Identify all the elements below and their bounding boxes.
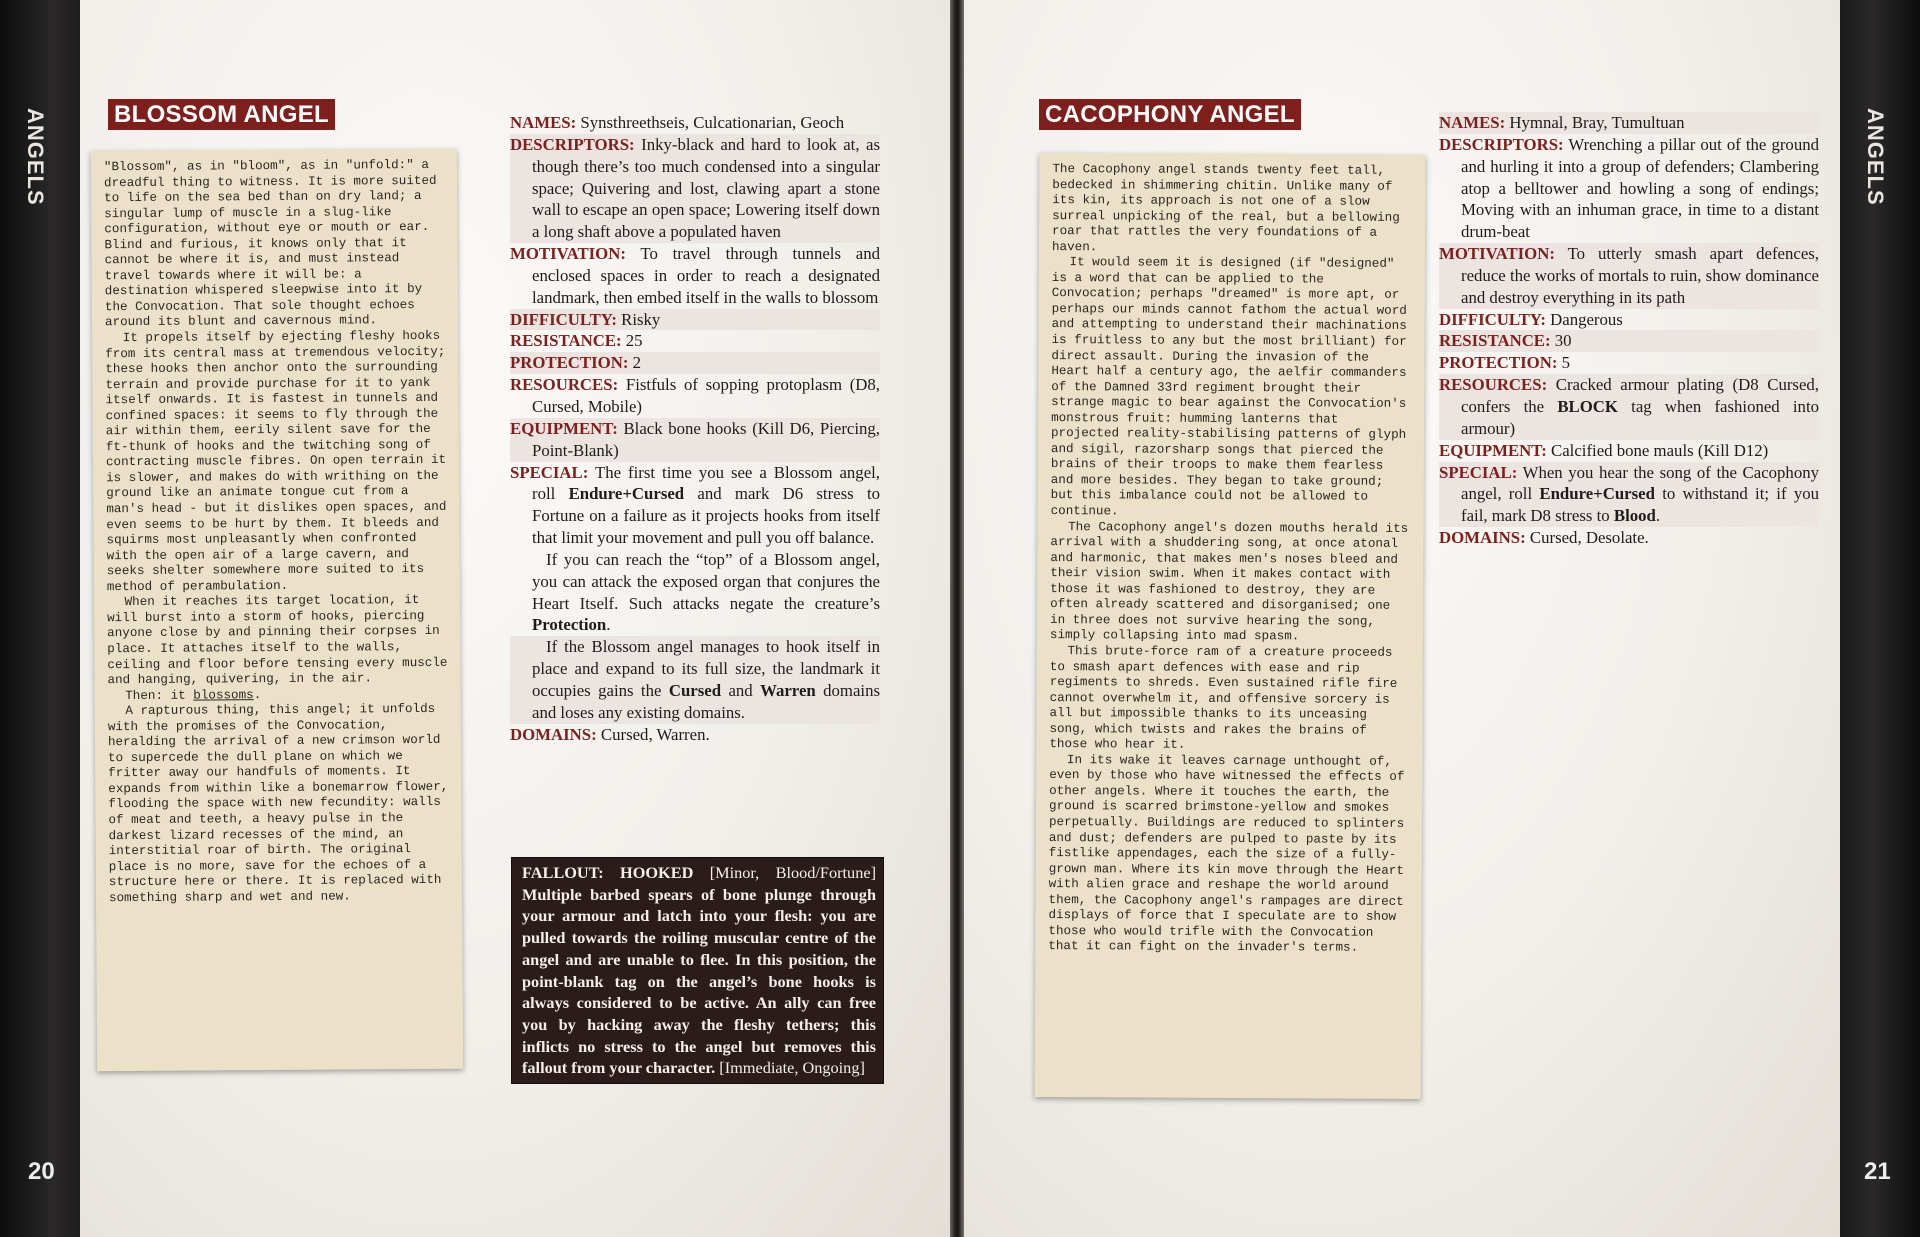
fallout-body: Multiple barbed spears of bone plunge through your armour and latch into your flesh: you are pulled towards the roiling muscular centre of the angel and are unable to flee. In this position, the point-blank tag on the angel’s bone hooks is always considered to be active. An ally can free you by hacking away the fleshy tethers; this inflicts no stress to the angel but removes this fallout from your character. [522, 884, 876, 1078]
stat-value-bold: BLOCK [1557, 396, 1618, 416]
stat-resources [510, 374, 880, 418]
lore-paragraph: A rapturous thing, this angel; it unfolds with the promises of the Convocation, heralding the arrival of a new crimson world to supercede the dull plane on which we fritter away our handfuls of moments. It expands from within like a bonemarrow flower, flooding the space with new fecundity: walls of meat and teeth, a heavy pulse in the darkest lizard recesses of the mind, an interstitial roar of birth. The original place is no more, save for the echoes of a structure here or there. It is replaced with something sharp and wet and new. [107, 702, 449, 905]
stat-value: to withstand it; if you fail, mark D8 stress to [1461, 484, 1819, 526]
stat-label: SPECIAL: [1439, 462, 1518, 482]
stat-protection [510, 352, 880, 374]
stat-resistance [510, 330, 880, 352]
stat-value-bold: Cursed [668, 680, 722, 700]
fallout-tags: [Minor, Blood/Fortune] [693, 863, 876, 882]
stat-label: MOTIVATION: [510, 244, 626, 264]
stat-value: If the Blossom angel manages to hook itself in place and expand to its full size, the landmark it occupies gains the [532, 637, 880, 700]
stat-difficulty [510, 309, 880, 331]
page-number-right: 21 [1864, 1158, 1891, 1185]
fallout-end-tags: [Immediate, Ongoing] [715, 1058, 865, 1078]
cacophony-angel-title: CACOPHONY ANGEL [1039, 99, 1301, 130]
stat-special [1439, 462, 1819, 528]
cacophony-angel-stat-block [1439, 112, 1819, 549]
stat-value: domains and loses any existing domains. [532, 680, 881, 722]
stat-label: MOTIVATION: [1439, 244, 1555, 264]
stat-label: RESISTANCE: [510, 331, 622, 351]
stat-label: DIFFICULTY: [1439, 309, 1546, 329]
page-number-left: 20 [28, 1158, 55, 1185]
stat-value: and mark D6 stress to Fortune on a failure as it projects hooks from itself that limit your movement and pull you off balance. [532, 484, 881, 548]
stat-value: Synsthreethseis, Culcationarian, Geoch [576, 113, 845, 132]
blossom-angel-title: BLOSSOM ANGEL [108, 99, 335, 130]
stat-value: . [606, 615, 611, 635]
stat-value: When you hear the song of the Cacophony angel, roll [1461, 462, 1819, 504]
page-left [80, 0, 950, 1237]
stat-label: DESCRIPTORS: [510, 134, 635, 154]
stat-value: Risky [616, 309, 661, 329]
stat-motivation [510, 243, 880, 309]
stat-value: Cracked armour plating (D8 Cursed, confers the [1461, 375, 1819, 416]
stat-special-paragraph [510, 636, 880, 723]
stat-value: Cursed, Warren. [596, 724, 710, 744]
fallout-title: FALLOUT: HOOKED [522, 863, 694, 882]
fallout-hooked-box [511, 857, 884, 1084]
stat-names [1439, 112, 1819, 134]
stat-value: Wrenching a pillar out of the ground and hurling it into a group of defenders; Clambering atop a belltower and howling a song of endings; Moving with an inhuman grace, in time to a distant drum-beat [1461, 134, 1819, 242]
stat-special [510, 462, 880, 549]
stat-label: EQUIPMENT: [1439, 440, 1547, 460]
cacophony-angel-lore-note [1035, 153, 1426, 1099]
lore-paragraph: It propels itself by ejecting fleshy hooks from its central mass at tremendous velocity; these hooks then anchor onto the surrounding terrain and provide purchase for it to yank itself onwards. It is fastest in tunnels and confined spaces: it seems to fly through the air within them, eerily silent save for the ft-thunk of hooks and the twitching song of contracting muscle fibres. On open terrain it is slower, and makes do with writhing on the ground like an animate tongue cut from a man's head - but it dislikes open spaces, and even seems to be hurt by them. It bleeds and squirms most unpleasantly when confronted with the open air of a large cavern, and seeks shelter somewhere more suited to its method of perambulation. [105, 328, 447, 594]
stat-value: Fistfuls of sopping protoplasm (D8, Cursed, Mobile) [532, 375, 880, 416]
stat-label: PROTECTION: [510, 353, 629, 373]
blossom-angel-stat-block [510, 112, 880, 745]
stat-motivation [1439, 243, 1819, 309]
stat-names [510, 112, 880, 134]
stat-domains [1439, 527, 1819, 549]
stat-resources [1439, 374, 1819, 440]
stat-value: 30 [1550, 331, 1572, 351]
lore-text: Then: it [125, 688, 194, 703]
stat-resistance [1439, 330, 1819, 352]
stat-label: NAMES: [1439, 113, 1506, 132]
stat-value: 25 [621, 331, 643, 351]
stat-value: Dangerous [1545, 309, 1623, 329]
stat-value: . [1655, 506, 1661, 526]
stat-domains [510, 724, 880, 746]
lore-paragraph: The Cacophony angel's dozen mouths herald its arrival with a shuddering song, at once atonal and harmonic, that makes men's noses bleed and their vision swim. When it makes contact with those it was fashioned to destroy, they are often already scattered and disorganised; one in three does not survive hearing the song, simply collapsing into mad spasm. [1049, 519, 1409, 644]
section-label-right: ANGELS [1863, 108, 1888, 206]
book-gutter [950, 0, 964, 1237]
stat-value: Calcified bone mauls (Kill D12) [1546, 440, 1769, 460]
stat-value: 2 [628, 353, 642, 373]
stat-label: PROTECTION: [1439, 353, 1558, 373]
stat-descriptors [510, 134, 880, 243]
lore-paragraph: In its wake it leaves carnage unthought of, even by those who have witnessed the effects of other angels. Where it touches the earth, the ground is scarred brimstone-yellow and smokes perpetually. Buildings are reduced to splinters and dust; defenders are pulped to paste by its fistlike appendages, each the size of a fully-grown man. Where its kin move through the Heart with alien grace and reshape the world around them, the Cacophony angel's rampages are direct displays of force that I speculate are to show those who would trifle with the Convocation that it can fight on the invader's terms. [1048, 752, 1405, 956]
lore-paragraph: "Blossom", as in "bloom", as in "unfold:" a dreadful thing to witness. It is more suited to life on the sea bed than on dry land; a singular lump of muscle in a slug-like configuration, without eye or mouth or ear. Blind and furious, it knows only that it cannot be where it is, and must instead travel towards where it will be: a destination whispered sleepwise into it by the Convocation. That sole thought echoes around its blunt and cavernous mind. [103, 157, 437, 330]
stat-value-bold: Warren [760, 680, 816, 700]
stat-value: Cursed, Desolate. [1525, 528, 1649, 548]
stat-label: DOMAINS: [1439, 528, 1526, 548]
stat-label: DIFFICULTY: [510, 309, 617, 329]
stat-value-bold: Endure+Cursed [568, 484, 685, 504]
right-edge-strip [1840, 0, 1920, 1237]
stat-value: To travel through tunnels and enclosed spaces in order to reach a designated landmark, then embed itself in the walls to blossom [532, 244, 880, 307]
lore-paragraph: It would seem it is designed (if "designed" is a word that can be applied to the Convocation; perhaps "dreamed" is more apt, or perhaps our minds cannot fathom the actual word and attempting to understand their machinations is fruitless to any but the most brilliant) for direct assault. During the invasion of the Heart half a century ago, the aelfir commanders of the Damned 33rd regiment brought their strange magic to bear against the Convocation's monstrous fruit: humming lanterns that projected reality-stabilising patterns of glyph and sigil, razorsharp songs that pierced the brains of their troops to make them fearless and more besides. They began to take ground; but this imbalance could not be allowed to continue. [1050, 255, 1407, 519]
stat-value-bold: Endure+Cursed [1539, 484, 1655, 504]
stat-label: RESISTANCE: [1439, 331, 1551, 351]
stat-difficulty [1439, 309, 1819, 331]
stat-value: The first time you see a Blossom angel, roll [532, 462, 880, 504]
stat-value: Hymnal, Bray, Tumultuan [1505, 113, 1685, 132]
stat-value: tag when fashioned into armour) [1461, 396, 1820, 438]
stat-special-paragraph [510, 549, 880, 636]
stat-value: and [721, 680, 761, 700]
stat-label: SPECIAL: [510, 462, 589, 482]
stat-protection [1439, 352, 1819, 374]
stat-value: Inky-black and hard to look at, as though there’s too much condensed into a singular space; Quivering and lost, clawing apart a stone wall to escape an open space; Lowering itself down a long shaft above a populated haven [532, 134, 880, 242]
stat-label: RESOURCES: [510, 375, 619, 395]
stat-value: Black bone hooks (Kill D6, Piercing, Point-Blank) [532, 418, 880, 460]
stat-label: RESOURCES: [1439, 375, 1548, 395]
stat-value: To utterly smash apart defences, reduce the works of mortals to ruin, show dominance and destroy everything in its path [1461, 244, 1819, 307]
lore-paragraph: When it reaches its target location, it will burst into a storm of hooks, piercing anyone close by and pinning their corpses in place. It attaches itself to the walls, ceiling and floor before tensing every muscle and hanging, quivering, in the air. [107, 593, 448, 688]
stat-value: If you can reach the “top” of a Blossom angel, you can attack the exposed organ that conjures the Heart Itself. Such attacks negate the creature’s [532, 549, 880, 613]
stat-descriptors [1439, 134, 1819, 243]
left-edge-strip [0, 0, 88, 1237]
section-label-left: ANGELS [23, 108, 48, 206]
stat-value-bold: Blood [1613, 506, 1656, 526]
lore-text: . [253, 687, 262, 702]
stat-label: NAMES: [510, 113, 577, 132]
stat-label: DOMAINS: [510, 724, 597, 744]
lore-paragraph: This brute-force ram of a creature proceeds to smash apart defences with ease and rip regiments to shreds. Even sustained rifle fire cannot overwhelm it, and offensive sorcery is all but impossible thanks to its unceasing song, which twists and rakes the brains of those who hear it. [1049, 644, 1398, 753]
stat-value-bold: Protection [532, 615, 607, 635]
stat-equipment [510, 418, 880, 462]
lore-underlined-word: blossoms [193, 687, 254, 703]
page-right [964, 0, 1844, 1237]
stat-equipment [1439, 440, 1819, 462]
stat-value: 5 [1557, 353, 1571, 373]
blossom-angel-lore-note [91, 149, 463, 1072]
stat-label: DESCRIPTORS: [1439, 134, 1564, 154]
stat-label: EQUIPMENT: [510, 418, 618, 438]
lore-paragraph: The Cacophony angel stands twenty feet tall, bedecked in shimmering chitin. Unlike many of its kin, its approach is not one of a slow surreal unpicking of the real, but a bellowing roar that rattles the very foundations of a haven. [1051, 162, 1400, 255]
